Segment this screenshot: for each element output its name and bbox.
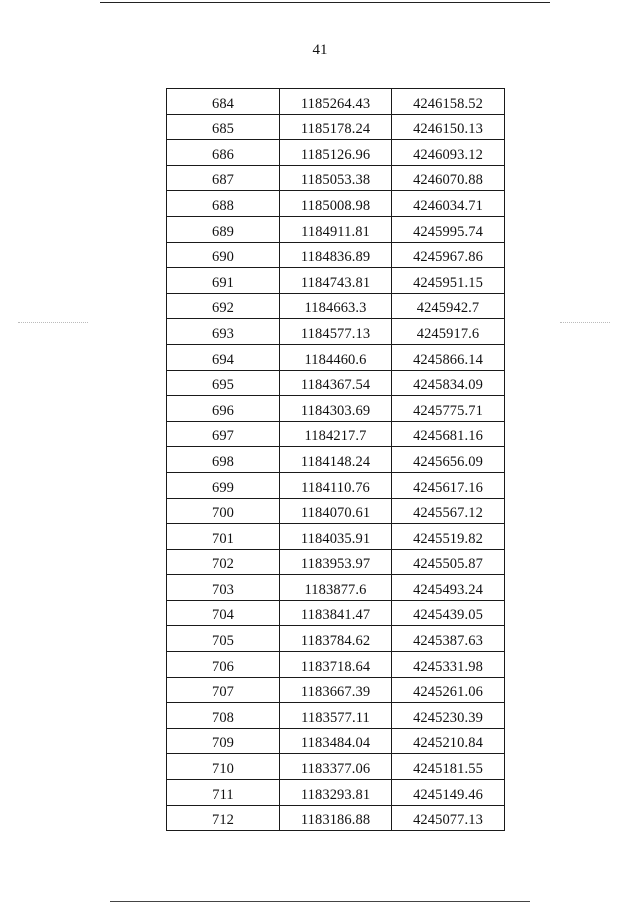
coordinate-y-text: 4245077.13 [413, 812, 483, 829]
point-number-text: 697 [211, 428, 235, 445]
table-row [167, 549, 505, 575]
point-number-text: 686 [211, 146, 235, 163]
coordinate-y-cell [392, 728, 505, 754]
point-number-text: 705 [211, 633, 235, 650]
coordinate-y-cell [392, 396, 505, 422]
coordinate-x-text: 1183841.47 [300, 607, 371, 624]
coordinate-y-cell [392, 549, 505, 575]
point-number-cell [167, 549, 280, 575]
point-number-text: 699 [211, 479, 235, 496]
table-row [167, 114, 505, 140]
coordinate-y-cell [392, 242, 505, 268]
coordinate-y-text: 4245149.46 [413, 786, 483, 803]
point-number-text: 712 [211, 812, 235, 829]
coordinate-x-cell [280, 165, 392, 191]
point-number-cell [167, 191, 280, 217]
point-number-text: 690 [211, 249, 235, 266]
coordinate-x-cell [280, 319, 392, 345]
coordinate-x-text: 1184217.7 [304, 428, 367, 445]
coordinate-x-cell [280, 114, 392, 140]
coordinate-x-text: 1184070.61 [300, 505, 371, 522]
point-number-text: 687 [211, 172, 235, 189]
coordinate-y-cell [392, 191, 505, 217]
table-row [167, 242, 505, 268]
point-number-text: 709 [211, 735, 235, 752]
coordinate-y-text: 4245917.6 [416, 325, 480, 342]
coordinate-y-cell [392, 652, 505, 678]
table-row [167, 805, 505, 831]
coordinate-x-cell [280, 293, 392, 319]
coordinate-x-cell [280, 421, 392, 447]
table-row [167, 677, 505, 703]
coordinate-x-text: 1185053.38 [300, 172, 371, 189]
coordinate-y-text: 4246034.71 [413, 197, 483, 214]
coordinate-x-text: 1184577.13 [300, 325, 371, 342]
coordinate-y-cell [392, 524, 505, 550]
coordinate-x-text: 1184148.24 [300, 453, 371, 470]
coordinate-y-cell [392, 114, 505, 140]
coordinate-x-text: 1185178.24 [300, 121, 371, 138]
point-number-text: 707 [211, 684, 235, 701]
coordinate-y-cell [392, 344, 505, 370]
coordinate-x-cell [280, 216, 392, 242]
table-row [167, 472, 505, 498]
coordinate-y-cell [392, 319, 505, 345]
table-row [167, 728, 505, 754]
coordinate-x-cell [280, 780, 392, 806]
coordinate-y-cell [392, 703, 505, 729]
coordinate-x-cell [280, 191, 392, 217]
coordinate-x-cell [280, 626, 392, 652]
point-number-cell [167, 293, 280, 319]
coordinate-y-text: 4245181.55 [413, 761, 483, 778]
point-number-cell [167, 472, 280, 498]
scan-artifact-left [18, 322, 88, 323]
coordinate-y-text: 4246070.88 [413, 172, 483, 189]
point-number-text: 691 [211, 274, 235, 291]
point-number-cell [167, 805, 280, 831]
coordinate-x-cell [280, 575, 392, 601]
point-number-text: 703 [211, 581, 235, 598]
point-number-cell [167, 165, 280, 191]
point-number-text: 704 [211, 607, 235, 624]
coordinate-x-text: 1184460.6 [304, 351, 367, 368]
coordinate-x-cell [280, 447, 392, 473]
point-number-text: 692 [211, 300, 235, 317]
coordinate-x-cell [280, 805, 392, 831]
coordinate-x-cell [280, 396, 392, 422]
point-number-cell [167, 754, 280, 780]
point-number-cell [167, 344, 280, 370]
point-number-text: 685 [211, 121, 235, 138]
coordinate-x-text: 1184303.69 [300, 402, 371, 419]
coordinate-x-text: 1184743.81 [300, 274, 371, 291]
coordinate-y-text: 4245210.84 [413, 735, 483, 752]
coordinate-x-text: 1183186.88 [300, 812, 371, 829]
point-number-cell [167, 396, 280, 422]
coordinate-y-cell [392, 89, 505, 115]
point-number-text: 701 [211, 530, 235, 547]
coordinate-y-text: 4245834.09 [413, 377, 483, 394]
table-row [167, 600, 505, 626]
coordinate-x-cell [280, 498, 392, 524]
coordinate-y-cell [392, 421, 505, 447]
coordinate-y-text: 4246093.12 [413, 146, 483, 163]
coordinate-x-text: 1185008.98 [300, 197, 371, 214]
point-number-text: 693 [211, 325, 235, 342]
table-row [167, 268, 505, 294]
point-number-cell [167, 780, 280, 806]
coordinate-x-cell [280, 242, 392, 268]
point-number-cell [167, 216, 280, 242]
coordinate-y-text: 4245866.14 [413, 351, 483, 368]
coordinate-x-text: 1184911.81 [301, 223, 370, 240]
coordinate-y-cell [392, 805, 505, 831]
coordinate-y-text: 4245995.74 [413, 223, 483, 240]
point-number-text: 694 [211, 351, 235, 368]
coordinate-x-cell [280, 703, 392, 729]
coordinate-y-text: 4245230.39 [413, 709, 483, 726]
table-row [167, 216, 505, 242]
coordinate-x-text: 1183577.11 [301, 709, 370, 726]
coordinate-y-cell [392, 165, 505, 191]
coordinate-y-text: 4245656.09 [413, 453, 483, 470]
table-row [167, 421, 505, 447]
point-number-cell [167, 677, 280, 703]
point-number-text: 708 [211, 709, 235, 726]
coordinate-y-cell [392, 498, 505, 524]
point-number-cell [167, 626, 280, 652]
coordinates-table [166, 88, 505, 831]
coordinate-y-cell [392, 626, 505, 652]
coordinate-y-text: 4245617.16 [413, 479, 483, 496]
coordinate-x-text: 1183718.64 [300, 658, 371, 675]
coordinate-x-text: 1183877.6 [304, 581, 367, 598]
coordinate-x-text: 1185264.43 [300, 95, 371, 112]
coordinate-y-text: 4245967.86 [413, 249, 483, 266]
coordinate-x-text: 1184035.91 [300, 530, 371, 547]
point-number-text: 696 [211, 402, 235, 419]
point-number-text: 710 [211, 761, 235, 778]
coordinate-y-cell [392, 472, 505, 498]
coordinate-x-cell [280, 677, 392, 703]
point-number-text: 688 [211, 197, 235, 214]
coordinate-y-cell [392, 370, 505, 396]
point-number-cell [167, 498, 280, 524]
coordinate-y-cell [392, 677, 505, 703]
coordinate-y-cell [392, 575, 505, 601]
point-number-cell [167, 319, 280, 345]
table-row [167, 626, 505, 652]
coordinate-x-cell [280, 89, 392, 115]
table-row [167, 447, 505, 473]
coordinate-y-text: 4245951.15 [413, 274, 483, 291]
coordinate-y-text: 4245567.12 [413, 505, 483, 522]
coordinate-x-cell [280, 600, 392, 626]
table-row [167, 396, 505, 422]
table-row [167, 89, 505, 115]
table-row [167, 498, 505, 524]
coordinate-x-cell [280, 549, 392, 575]
coordinate-y-cell [392, 447, 505, 473]
coordinate-y-cell [392, 140, 505, 166]
page-number: 41 [312, 42, 328, 58]
point-number-cell [167, 89, 280, 115]
coordinate-x-text: 1184110.76 [301, 479, 370, 496]
coordinate-x-cell [280, 754, 392, 780]
point-number-text: 689 [211, 223, 235, 240]
point-number-cell [167, 114, 280, 140]
coordinate-y-text: 4245439.05 [413, 607, 483, 624]
coordinate-y-cell [392, 600, 505, 626]
coordinate-x-cell [280, 524, 392, 550]
coordinate-x-cell [280, 268, 392, 294]
coordinate-y-text: 4246158.52 [413, 95, 483, 112]
point-number-text: 684 [211, 95, 235, 112]
coordinate-y-text: 4246150.13 [413, 121, 483, 138]
coordinate-y-text: 4245261.06 [413, 684, 483, 701]
coordinate-x-cell [280, 472, 392, 498]
point-number-cell [167, 140, 280, 166]
coordinate-x-text: 1184663.3 [304, 300, 367, 317]
point-number-text: 700 [211, 505, 235, 522]
coordinate-y-cell [392, 268, 505, 294]
coordinate-x-cell [280, 344, 392, 370]
table-row [167, 140, 505, 166]
coordinate-y-cell [392, 216, 505, 242]
point-number-cell [167, 242, 280, 268]
coordinate-y-text: 4245387.63 [413, 633, 483, 650]
point-number-cell [167, 575, 280, 601]
point-number-cell [167, 268, 280, 294]
coordinate-x-text: 1185126.96 [300, 146, 371, 163]
coordinate-x-cell [280, 652, 392, 678]
point-number-cell [167, 524, 280, 550]
coordinate-x-text: 1183784.62 [300, 633, 371, 650]
coordinate-x-text: 1183377.06 [300, 761, 371, 778]
table-row [167, 319, 505, 345]
table-row [167, 703, 505, 729]
coordinate-x-text: 1183953.97 [300, 556, 371, 573]
coordinate-x-text: 1184367.54 [300, 377, 371, 394]
coordinate-y-text: 4245942.7 [416, 300, 480, 317]
point-number-cell [167, 370, 280, 396]
point-number-text: 695 [211, 377, 235, 394]
coordinate-y-text: 4245775.71 [413, 402, 483, 419]
coordinate-y-text: 4245331.98 [413, 658, 483, 675]
coordinate-x-text: 1183293.81 [300, 786, 371, 803]
coordinates-table-body [167, 89, 505, 831]
coordinate-x-text: 1183484.04 [300, 735, 371, 752]
point-number-cell [167, 652, 280, 678]
table-row [167, 191, 505, 217]
page-top-edge [100, 2, 550, 3]
table-row [167, 293, 505, 319]
point-number-cell [167, 728, 280, 754]
coordinate-x-text: 1183667.39 [300, 684, 371, 701]
coordinate-x-cell [280, 370, 392, 396]
point-number-text: 702 [211, 556, 235, 573]
table-row [167, 344, 505, 370]
point-number-cell [167, 447, 280, 473]
coordinate-x-cell [280, 140, 392, 166]
coordinate-y-cell [392, 780, 505, 806]
table-row [167, 165, 505, 191]
table-row [167, 652, 505, 678]
scan-artifact-right [560, 322, 610, 323]
table-row [167, 780, 505, 806]
point-number-cell [167, 421, 280, 447]
coordinate-y-text: 4245681.16 [413, 428, 483, 445]
point-number-text: 711 [212, 786, 234, 803]
table-row [167, 370, 505, 396]
page-bottom-edge [110, 901, 530, 902]
table-row [167, 575, 505, 601]
coordinate-y-text: 4245519.82 [413, 530, 483, 547]
table-row [167, 524, 505, 550]
coordinate-x-text: 1184836.89 [300, 249, 371, 266]
coordinate-x-cell [280, 728, 392, 754]
point-number-text: 706 [211, 658, 235, 675]
coordinate-y-text: 4245493.24 [413, 581, 483, 598]
table-row [167, 754, 505, 780]
point-number-cell [167, 600, 280, 626]
coordinate-y-cell [392, 754, 505, 780]
point-number-cell [167, 703, 280, 729]
coordinate-y-cell [392, 293, 505, 319]
coordinate-y-text: 4245505.87 [413, 556, 483, 573]
point-number-text: 698 [211, 453, 235, 470]
